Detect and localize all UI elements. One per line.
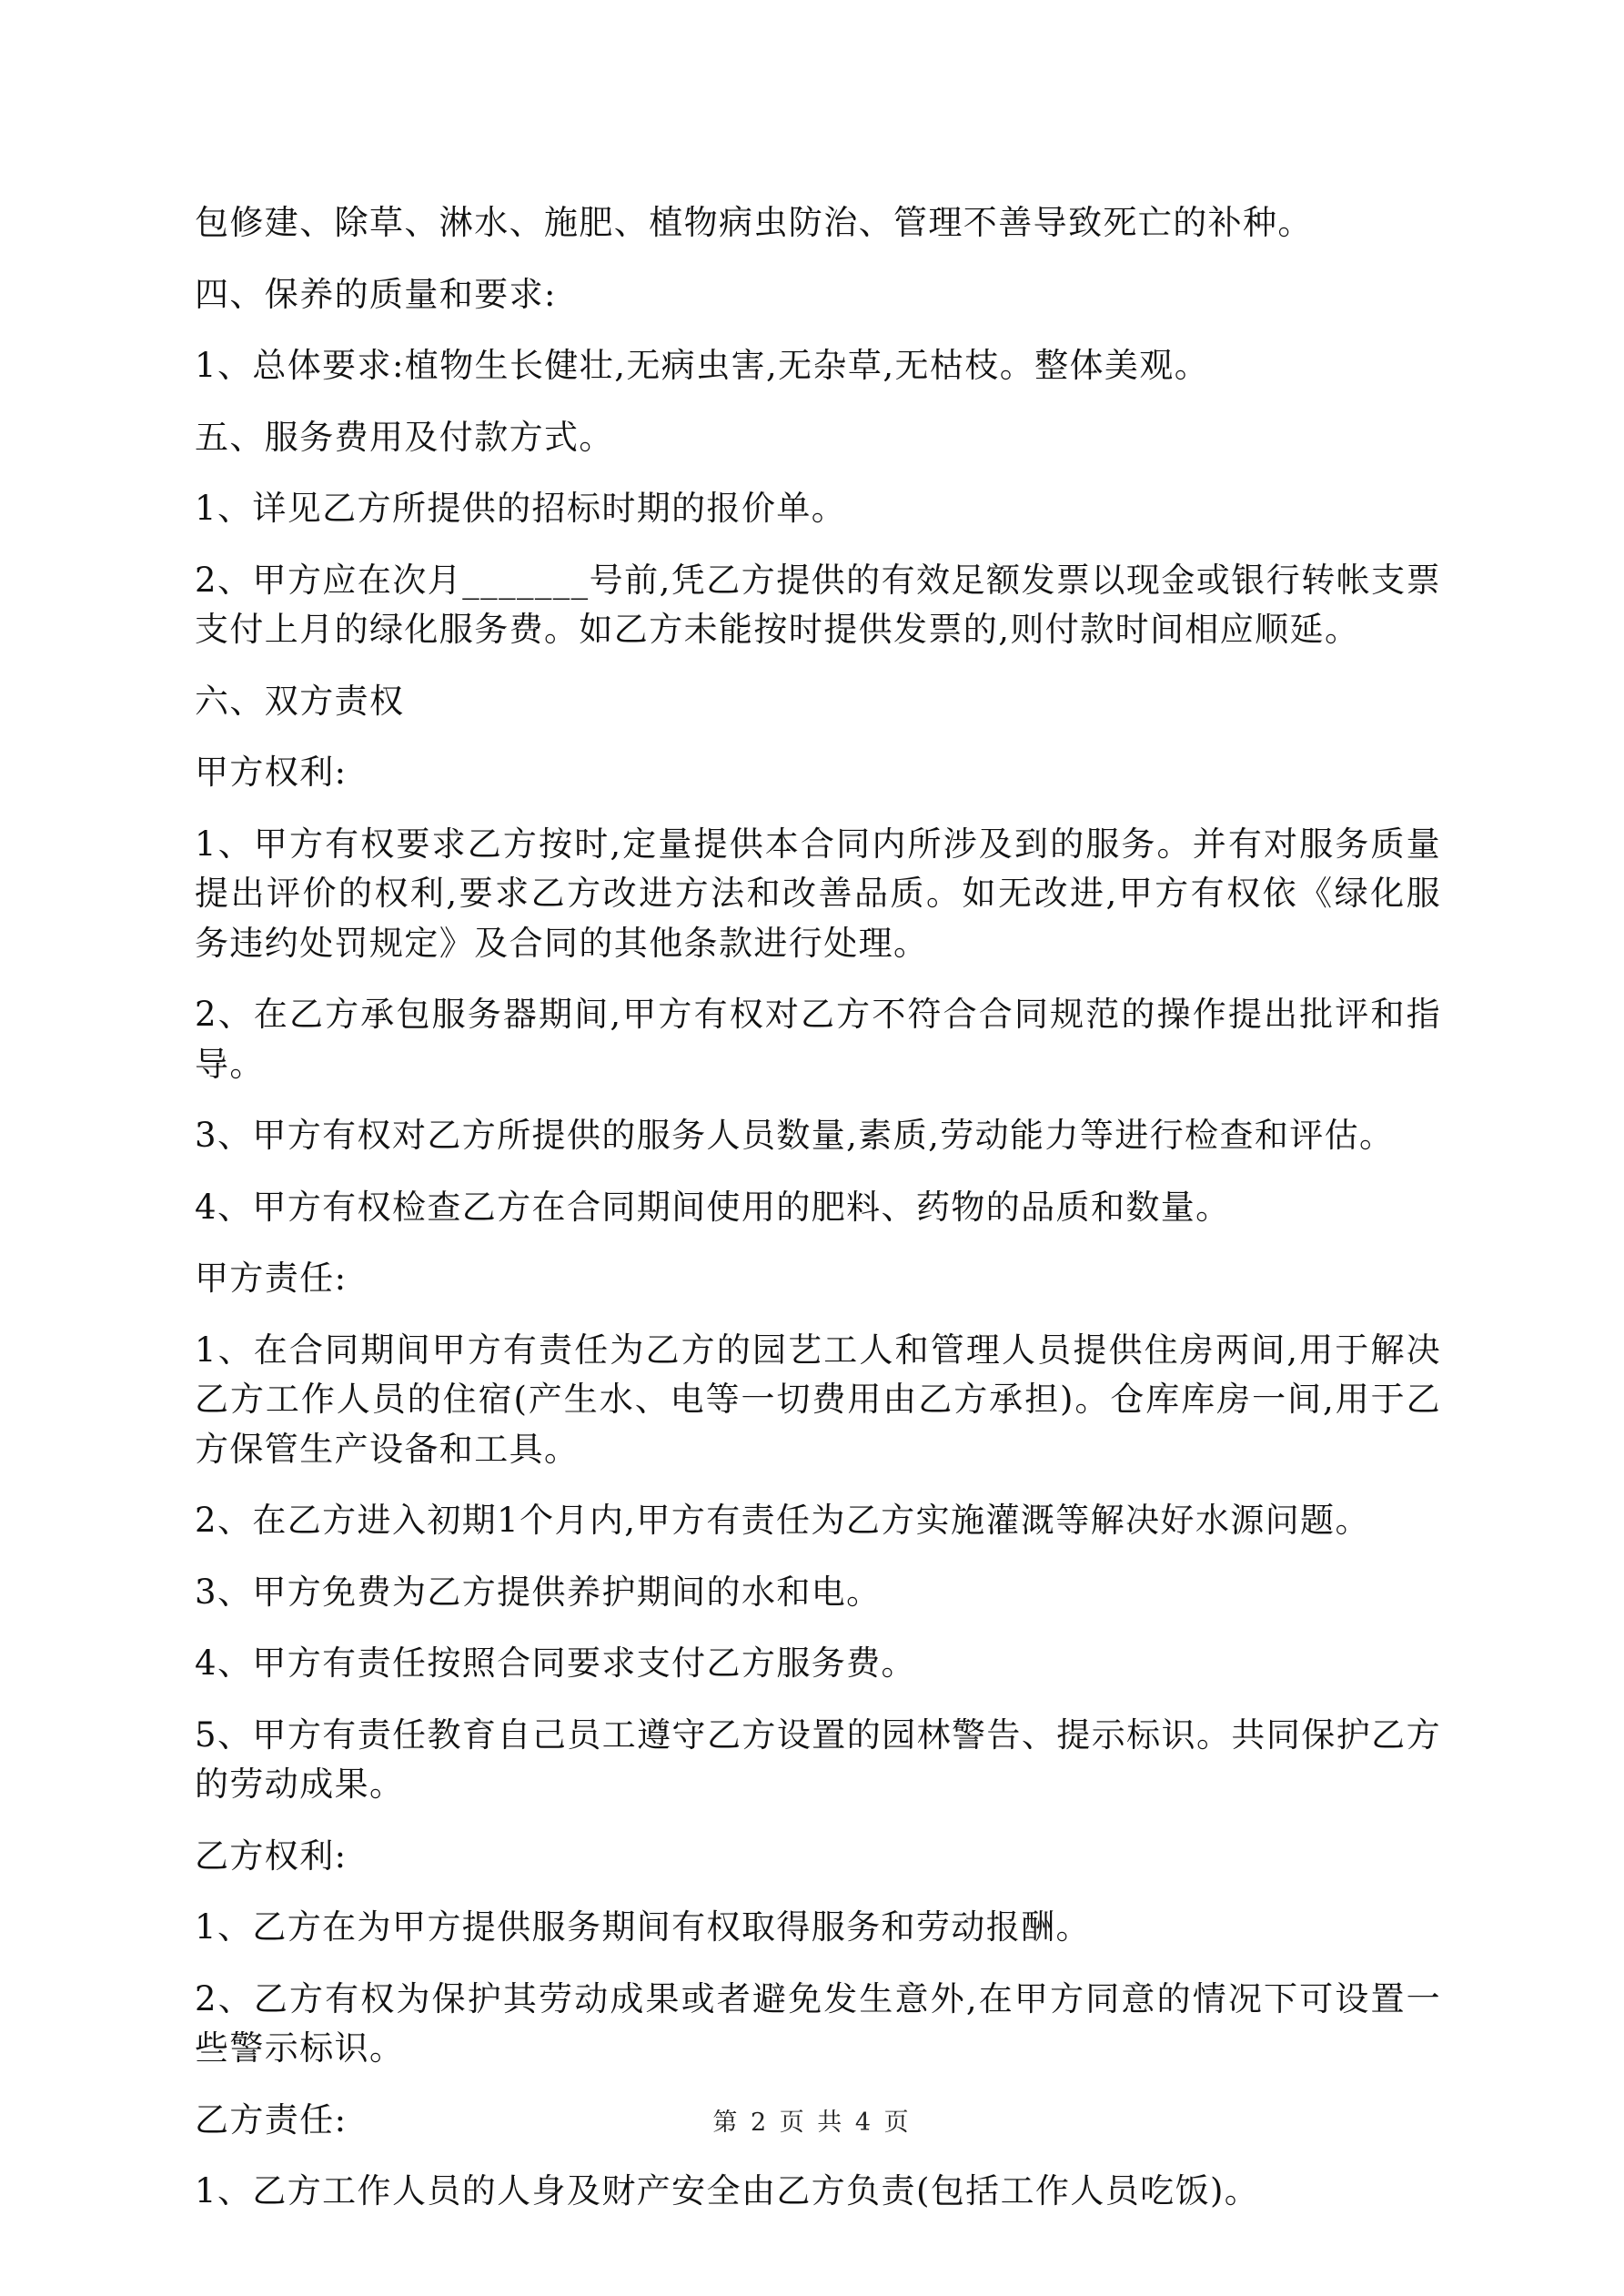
paragraph: 1、甲方有权要求乙方按时,定量提供本合同内所涉及到的服务。并有对服务质量提出评价的权利,要求乙方改进方法和改善品质。如无改进,甲方有权依《绿化服务违约处罚规定》及合同的其他条款进行处理。: [195, 824, 1441, 963]
subheading: 甲方权利:: [195, 753, 348, 792]
paragraph: 3、甲方有权对乙方所提供的服务人员数量,素质,劳动能力等进行检查和评估。: [195, 1116, 1395, 1155]
paragraph: 1、乙方工作人员的人身及财产安全由乙方负责(包括工作人员吃饭)。: [195, 2171, 1260, 2210]
paragraph: 1、总体要求:植物生长健壮,无病虫害,无杂草,无枯枝。整体美观。: [195, 346, 1210, 385]
paragraph: 1、乙方在为甲方提供服务期间有权取得服务和劳动报酬。: [195, 1907, 1091, 1947]
paragraph: 1、详见乙方所提供的招标时期的报价单。: [195, 489, 847, 528]
section-heading: 四、保养的质量和要求:: [195, 274, 557, 314]
paragraph: 2、乙方有权为保护其劳动成果或者避免发生意外,在甲方同意的情况下可设置一些警示标识。: [195, 1978, 1441, 2068]
subheading: 甲方责任:: [195, 1259, 348, 1298]
paragraph: 2、甲方应在次月_______号前,凭乙方提供的有效足额发票以现金或银行转帐支票支付上月的绿化服务费。如乙方未能按时提供发票的,则付款时间相应顺延。: [195, 560, 1441, 649]
paragraph: 1、在合同期间甲方有责任为乙方的园艺工人和管理人员提供住房两间,用于解决乙方工作人员的住宿(产生水、电等一切费用由乙方承担)。仓库库房一间,用于乙方保管生产设备和工具。: [195, 1330, 1441, 1469]
paragraph: 3、甲方免费为乙方提供养护期间的水和电。: [195, 1572, 882, 1612]
section-heading: 五、服务费用及付款方式。: [195, 417, 614, 457]
paragraph: 5、甲方有责任教育自己员工遵守乙方设置的园林警告、提示标识。共同保护乙方的劳动成果。: [195, 1714, 1441, 1804]
paragraph: 2、在乙方承包服务器期间,甲方有权对乙方不符合合同规范的操作提出批评和指导。: [195, 995, 1441, 1084]
section-heading: 六、双方责权: [195, 681, 405, 721]
paragraph: 4、甲方有责任按照合同要求支付乙方服务费。: [195, 1644, 916, 1683]
document-body: [195, 198, 1441, 2239]
paragraph: 2、在乙方进入初期1个月内,甲方有责任为乙方实施灌溉等解决好水源问题。: [195, 1501, 1370, 1540]
subheading: 乙方权利:: [195, 1836, 348, 1876]
subheading: 乙方责任:: [195, 2099, 348, 2139]
paragraph: 包修建、除草、淋水、施肥、植物病虫防治、管理不善导致死亡的补种。: [195, 203, 1313, 242]
paragraph: 4、甲方有权检查乙方在合同期间使用的肥料、药物的品质和数量。: [195, 1187, 1231, 1227]
page-footer: 第 2 页 共 4 页: [712, 2109, 912, 2137]
